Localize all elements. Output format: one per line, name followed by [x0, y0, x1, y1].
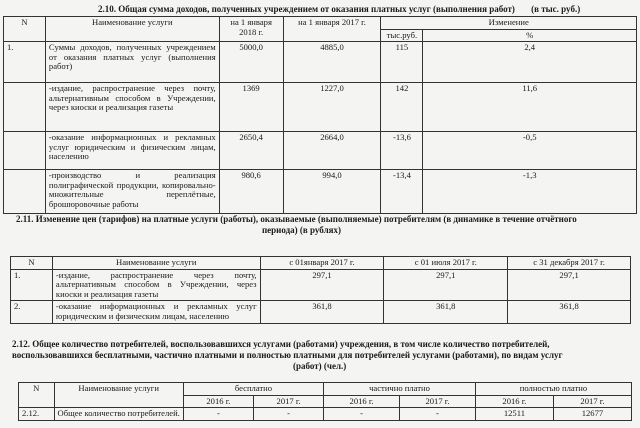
header-name: Наименование услуги — [45, 17, 219, 42]
table-row: 1. Суммы доходов, полученных учреждением от оказания платных услуг (выполнения работ) 5000,0 4885,0 115 2,4 — [4, 42, 637, 83]
table-header-row — [4, 17, 637, 30]
table-row: 1. -издание, распространение через почту, альтернативным способом в Учреждении, через киоски и реализация газеты 297,1 297,1 297,1 — [11, 269, 631, 301]
section-2-10-title: 2.10. Общая сумма доходов, полученных учреждением от оказания платных услуг (выполнения работ) (в тыс. руб.) — [98, 4, 581, 14]
table-row: -оказание информационных и рекламных услуг юридическим и физическим лицам, населению 2650,4 2664,0 -13,6 -0,5 — [4, 132, 637, 170]
consumers-table — [18, 382, 632, 421]
section-2-11-title: 2.11. Изменение цен (тарифов) на платные услуги (работы), оказываемые (выполняемые) потребителям (в динамике в течение отчётного — [16, 214, 577, 224]
header-n: N — [4, 17, 46, 42]
header-2017: на 1 января 2017 г. — [283, 17, 381, 42]
section-2-12-title-unit: (работ) (чел.) — [293, 361, 347, 371]
header-change: Изменение — [381, 17, 637, 30]
table-row: -производство и реализация полиграфической продукции, копировально-множительные переплётные, брошюровочные работы 980,6 994,0 -13,4 -1,3 — [4, 170, 637, 214]
prices-table — [10, 256, 631, 324]
table-header-row: N Наименование услуги с 01января 2017 г. с 01 июля 2017 г. с 31 декабря 2017 г. — [11, 257, 631, 270]
table-row: 2.12. Общее количество потребителей. - - - - 12511 12677 — [19, 408, 632, 421]
section-2-12-title: 2.12. Общее количество потребителей, воспользовавшихся услугами (работами) учреждения, в том числе количество потребителей, — [12, 339, 550, 349]
table-row: -издание, распространение через почту, альтернативным способом в Учреждении, через киоски и реализация газеты 1369 1227,0 142 11,6 — [4, 83, 637, 132]
section-2-11-title-cont: периода) (в рублях) — [262, 225, 341, 235]
table-header-row: N Наименование услуги бесплатно частично платно полностью платно — [19, 383, 632, 396]
section-2-10-unit: (в тыс. руб.) — [531, 4, 581, 14]
income-table — [3, 16, 637, 214]
section-2-12-title-cont: воспользовавшихся бесплатными, частично платными и полностью платными для потребителей услугами (работами), по видам услуг — [12, 350, 563, 360]
table-row: 2. -оказание информационных и рекламных услуг юридическим и физическим лицам, населению 361,8 361,8 361,8 — [11, 301, 631, 323]
table-header-row: 2016 г. 2017 г. 2016 г. 2017 г. 2016 г. 2017 г. — [19, 395, 632, 408]
header-percent: % — [423, 29, 637, 42]
header-2018: на 1 января 2018 г. — [219, 17, 283, 42]
header-thousand-rub: тыс.руб. — [381, 29, 423, 42]
